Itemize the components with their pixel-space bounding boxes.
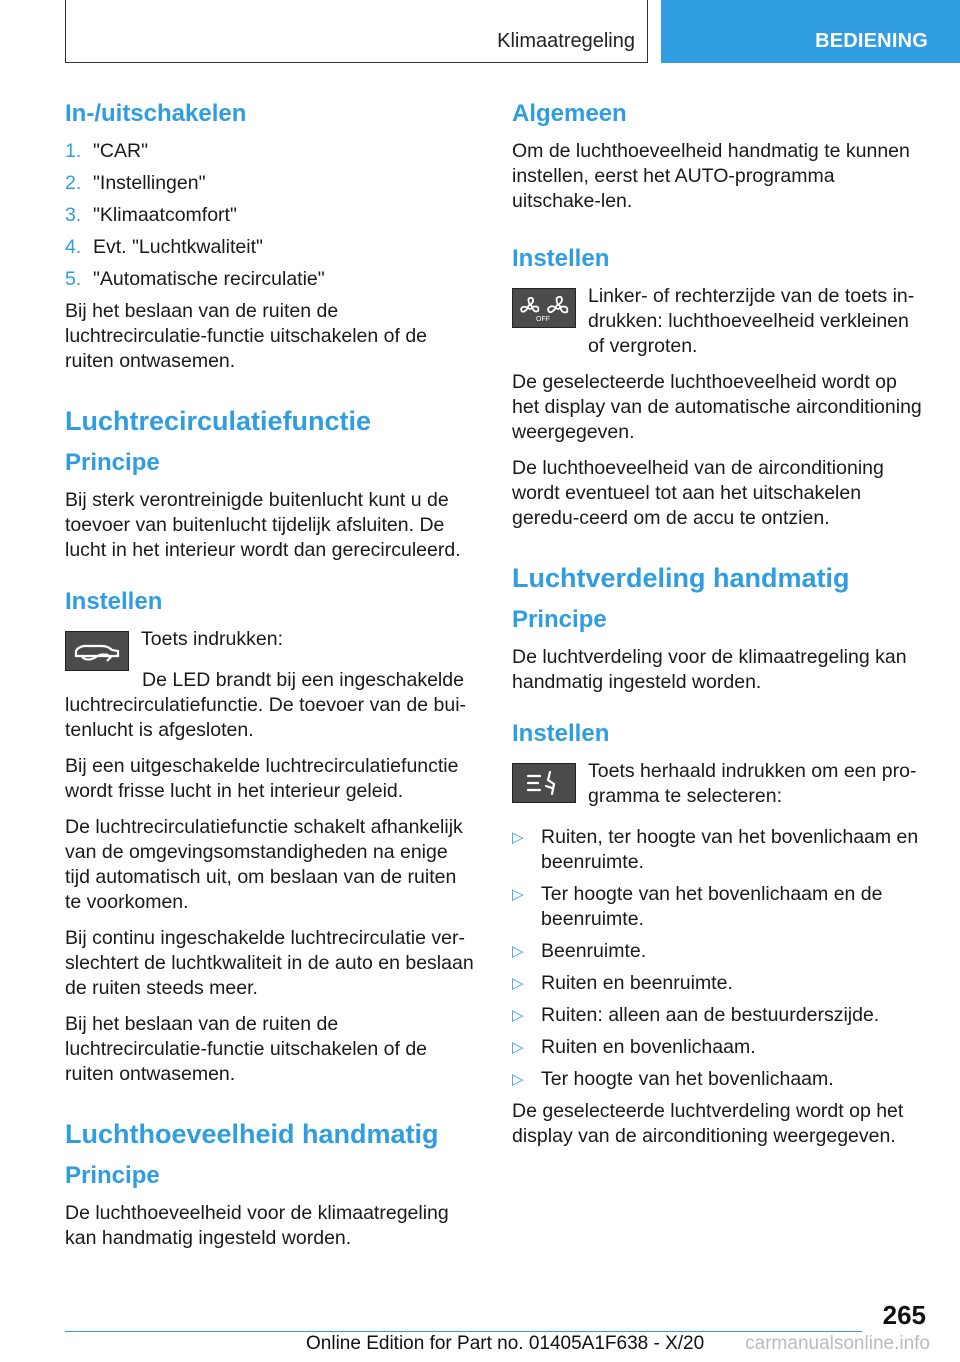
steps-list [65,139,477,292]
recirc-continuous: Bij continu ingeschakelde luchtrecirculatie ver-slechtert de luchtkwaliteit in de auto en beslaan de ruiten steeds meer. [65,926,474,999]
svg-text:OFF: OFF [536,315,550,323]
recirc-off: Bij een uitgeschakelde luchtrecirculatiefunctie wordt frisse lucht in het interieur geleid. [65,754,459,802]
left-column [65,100,477,1262]
header-section-tab [661,0,960,63]
list-item: 2. "Instellingen" [65,171,206,194]
airflow-display: De geselecteerde luchthoeveelheid wordt op het display van de automatische airconditioning weergegeven. [512,370,922,443]
recirc-fog: Bij het beslaan van de ruiten de luchtrecirculatie-functie uitschakelen of de ruiten ontwasemen. [65,1012,428,1085]
list-item: 5. "Automatische recirculatie" [65,267,325,290]
edition-text: Online Edition for Part no. 01405A1F638 - X/20 [306,1333,705,1354]
dist-display: De geselecteerde luchtverdeling wordt op het display van de airconditioning weergegeven. [512,1099,904,1147]
recirc-principle-heading: Principe [65,449,160,477]
list-item: ▷ Ruiten: alleen aan de bestuurderszijde. [512,1003,880,1026]
airflow-heading: Luchthoeveelheid handmatig [65,1118,439,1149]
airflow-set-heading: Instellen [512,244,610,272]
list-item: ▷ Ruiten en bovenlichaam. [512,1035,756,1058]
right-column [512,100,924,1160]
recirc-led: De LED brandt bij een ingeschakelde luchtrecirculatiefunctie. De toevoer van de bui-tenlucht is afgesloten. [65,668,467,741]
recirc-auto: De luchtrecirculatiefunctie schakelt afhankelijk van de omgevingsomstandigheden na enige tijd automatisch uit, om beslaan van de ruiten te voorkomen. [65,815,463,913]
airflow-reduce: De luchthoeveelheid van de airconditioning wordt eventueel tot aan het uitschakelen geredu-ceerd om de accu te ontzien. [512,456,884,529]
list-item: ▷ Beenruimte. [512,939,647,962]
list-item: ▷ Ter hoogte van het bovenlichaam. [512,1067,834,1090]
air-distribution-icon [512,763,576,803]
general-heading: Algemeen [512,100,627,127]
header-chapter-box [65,0,648,63]
dist-principle-text: De luchtverdeling voor de klimaatregeling kan handmatig ingesteld worden. [512,645,907,693]
dist-principle-heading: Principe [512,605,607,633]
footer-divider [65,1331,862,1332]
recirc-press: Toets indrukken: [141,627,283,650]
watermark: carmanualsonline.info [745,1333,930,1354]
chapter-title: Klimaatregeling [497,30,635,52]
recirc-set-heading: Instellen [65,587,163,615]
airflow-principle-heading: Principe [65,1162,160,1190]
section-title: BEDIENING [815,30,928,52]
airflow-set-text: Linker- of rechterzijde van de toets in-drukken: luchthoeveelheid verkleinen of vergroten. [588,284,915,357]
onoff-heading: In-/uitschakelen [65,100,247,127]
airflow-principle-text: De luchthoeveelheid voor de klimaatregeling kan handmatig ingesteld worden. [65,1201,449,1249]
onoff-note: Bij het beslaan van de ruiten de luchtrecirculatie-functie uitschakelen of de ruiten ontwasemen. [65,299,428,372]
list-item: ▷ Ruiten en beenruimte. [512,971,733,994]
general-text: Om de luchthoeveelheid handmatig te kunnen instellen, eerst het AUTO-programma uitschake-len. [512,139,910,212]
list-item: ▷ Ter hoogte van het bovenlichaam en de beenruimte. [512,882,883,930]
recirculation-car-icon [65,631,129,671]
recirc-principle-text: Bij sterk verontreinigde buitenlucht kunt u de toevoer van buitenlucht tijdelijk afsluiten. De lucht in het interieur wordt dan gerecirculeerd. [65,488,461,561]
recirc-heading: Luchtrecirculatiefunctie [65,405,372,436]
dist-set-text: Toets herhaald indrukken om een pro-gramma te selecteren: [588,759,917,807]
list-item: ▷ Ruiten, ter hoogte van het bovenlichaam en beenruimte. [512,825,919,873]
dist-set-heading: Instellen [512,719,610,747]
page-number: 265 [882,1300,926,1330]
list-item: 1. "CAR" [65,139,149,162]
dist-heading: Luchtverdeling handmatig [512,562,850,593]
programs-list [512,825,924,1092]
list-item: 4. Evt. "Luchtkwaliteit" [65,235,263,258]
fan-off-icon [512,288,576,328]
list-item: 3. "Klimaatcomfort" [65,203,237,226]
